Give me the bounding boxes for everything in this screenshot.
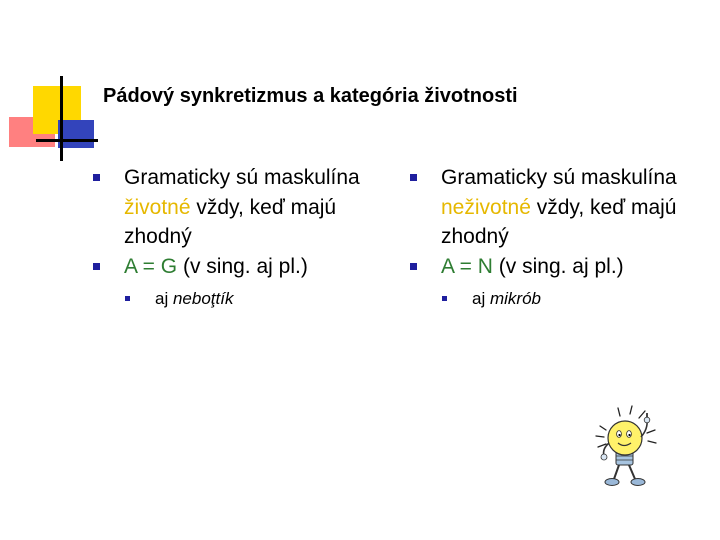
right-bullet-1-text-b: vždy, keď majú zhodný	[441, 195, 677, 248]
left-sub-prefix: aj	[155, 289, 173, 308]
right-bullet-2	[410, 252, 710, 282]
decor-blue-square	[58, 120, 94, 148]
left-bullet-1-text-a: Gramaticky sú maskulína	[124, 166, 360, 189]
right-bullet-1-text-a: Gramaticky sú maskulína	[441, 166, 677, 189]
right-bullet-1-highlight: neživotné	[441, 195, 531, 219]
left-sub-bullet	[125, 287, 403, 311]
right-bullet-1	[410, 163, 710, 252]
lightbulb-character-icon	[592, 403, 667, 488]
left-column	[93, 163, 403, 311]
left-bullet-1-highlight: životné	[124, 195, 191, 219]
left-bullet-2	[93, 252, 403, 282]
right-bullet-2-text: (v sing. aj pl.)	[492, 254, 624, 278]
decor-vertical-line	[60, 76, 63, 161]
decor-horizontal-line	[36, 139, 98, 142]
left-bullet-1	[93, 163, 403, 252]
right-sub-example: mikrób	[489, 289, 541, 308]
right-sub-prefix: aj	[472, 289, 490, 308]
left-bullet-2-text: (v sing. aj pl.)	[177, 254, 308, 278]
left-sub-example: neboţtík	[172, 289, 234, 308]
left-bullet-2-highlight: A = G	[124, 254, 178, 278]
left-bullet-1-text-b: vždy, keď majú zhodný	[124, 195, 337, 248]
slide-title: Pádový synkretizmus a kategória životnosti	[103, 85, 518, 107]
right-bullet-2-highlight: A = N	[441, 254, 493, 278]
right-column	[410, 163, 710, 311]
right-sub-bullet	[442, 287, 710, 311]
